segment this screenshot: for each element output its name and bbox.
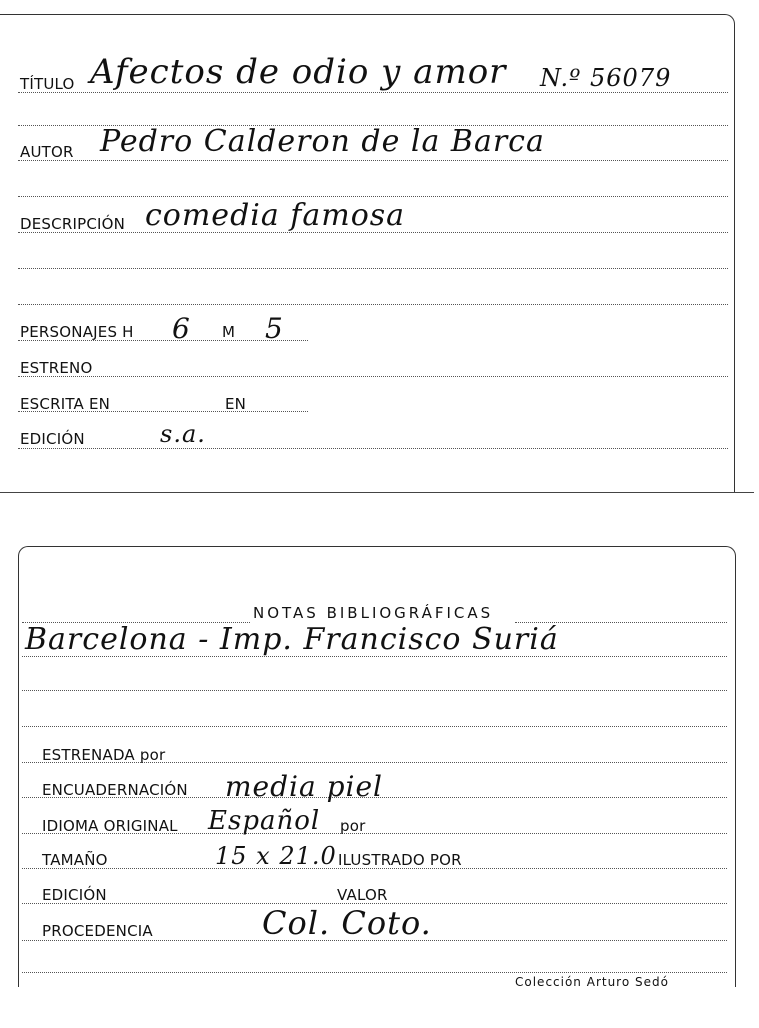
personajes-m-value: 5 (265, 312, 284, 345)
titulo-label: TÍTULO (20, 75, 75, 93)
estreno-label: ESTRENO (20, 359, 93, 377)
numero-value: N.º 56079 (540, 64, 672, 92)
autor-value: Pedro Calderon de la Barca (100, 124, 545, 159)
notas-rule-3 (22, 690, 727, 691)
en-label: EN (225, 395, 247, 413)
valor-label: VALOR (337, 886, 388, 904)
card-separator (0, 492, 754, 493)
rule-7 (18, 304, 728, 305)
rule-4 (18, 196, 728, 197)
descripcion-value: comedia famosa (145, 198, 406, 233)
por-label: por (340, 817, 366, 835)
notas-value: Barcelona - Imp. Francisco Suriá (25, 622, 559, 657)
titulo-rule (18, 92, 728, 93)
autor-rule (18, 160, 728, 161)
bottom-rule (22, 972, 727, 973)
notas-heading: NOTAS BIBLIOGRÁFICAS (253, 604, 494, 622)
personajes-h-value: 6 (172, 312, 191, 345)
idioma-label: IDIOMA ORIGINAL (42, 817, 178, 835)
descripcion-label: DESCRIPCIÓN (20, 215, 126, 233)
coleccion-label: Colección Arturo Sedó (515, 975, 669, 989)
estreno-rule (18, 376, 728, 377)
personajes-m-label: M (222, 323, 236, 341)
notas-rule-2 (22, 656, 727, 657)
personajes-label: PERSONAJES H (20, 323, 134, 341)
estrenada-label: ESTRENADA por (42, 746, 166, 764)
edicion-rule (18, 448, 728, 449)
idioma-value: Español (208, 806, 321, 836)
edicion-label: EDICIÓN (20, 430, 85, 448)
titulo-value: Afectos de odio y amor (90, 52, 507, 92)
escrita-en-label: ESCRITA EN (20, 395, 111, 413)
edicion-value: s.a. (160, 420, 206, 448)
tamano-value: 15 x 21.0 (215, 842, 337, 870)
rule-6 (18, 268, 728, 269)
encuadernacion-label: ENCUADERNACIÓN (42, 781, 188, 799)
notas-rule-4 (22, 726, 727, 727)
ilustrado-label: ILUSTRADO POR (338, 851, 462, 869)
autor-label: AUTOR (20, 143, 74, 161)
edicion2-label: EDICIÓN (42, 886, 107, 904)
tamano-label: TAMAÑO (42, 851, 108, 869)
procedencia-value: Col. Coto. (262, 904, 432, 942)
encuadernacion-value: media piel (225, 770, 383, 803)
procedencia-label: PROCEDENCIA (42, 922, 153, 940)
